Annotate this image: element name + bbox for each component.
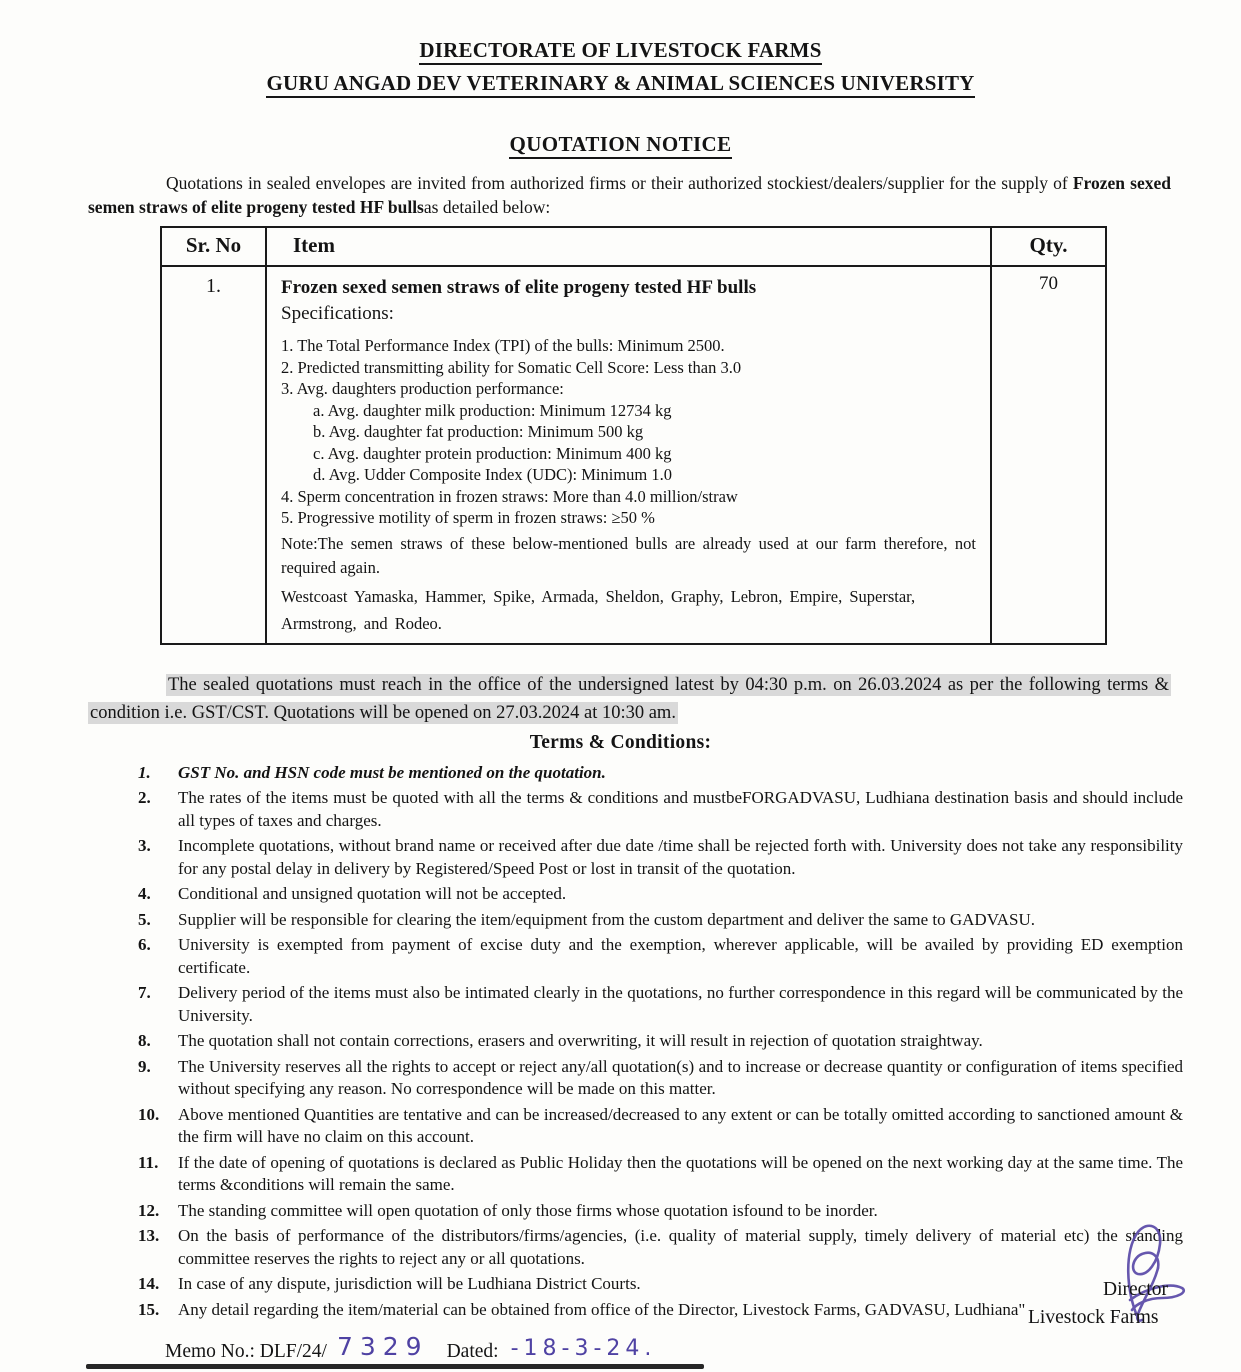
terms-item: The standing committee will open quotation of only those firms whose quotation isfound to be inorder. [178,1200,878,1220]
notice-title [0,132,1241,157]
item-title: Frozen sexed semen straws of elite progeny tested HF bulls [281,277,757,298]
terms-item: Supplier will be responsible for clearing the item/equipment from the custom department and deliver the same to GADVASU. [178,909,1036,929]
intro-paragraph [88,171,1171,219]
memo-date-label: Dated: [446,1341,499,1362]
memo-date-handwritten: -18-3-24. [510,1336,657,1361]
terms-item: If the date of opening of quotations is declared as Public Holiday then the quotations will be opened on the next working day at the same time. The terms &conditions will remain the same. [178,1152,1183,1194]
terms-item: GST No. and HSN code must be mentioned on the quotation. [178,762,606,782]
terms-item: In case of any dispute, jurisdiction will be Ludhiana District Courts. [178,1274,641,1293]
item-spec-list [281,335,980,637]
column-header-item: Item [266,227,991,266]
directorate-title-text: DIRECTORATE OF LIVESTOCK FARMS [419,38,821,65]
terms-heading: Terms & Conditions: [529,731,712,753]
spec-line: 2. Predicted transmitting ability for Somatic Cell Score: Less than 3.0 [281,357,742,377]
memo-number-handwritten: 7329 [336,1332,429,1361]
terms-item: Above mentioned Quantities are tentative and can be increased/decreased to any extent or can be totally omitted according to sanctioned amount & the firm will have no claim on this account. [178,1104,1183,1146]
memo-no-label: Memo No.: DLF/24/ [165,1341,327,1362]
spec-line: 4. Sperm concentration in frozen straws: More than 4.0 million/straw [281,486,738,506]
terms-list [178,762,1183,1322]
spec-line: 1. The Total Performance Index (TPI) of the bulls: Minimum 2500. [281,336,725,355]
cell-qty: 70 [991,266,1106,644]
intro-text-post: as detailed below: [423,197,551,217]
memo-line [165,1334,656,1363]
column-header-qty: Qty. [991,227,1106,266]
item-specifications-label: Specifications: [281,303,394,324]
directorate-title [0,34,1241,67]
table-row [161,266,1106,644]
spec-line: a. Avg. daughter milk production: Minimum 12734 kg [313,400,672,420]
university-title-text: GURU ANGAD DEV VETERINARY & ANIMAL SCIENCES UNIVERSITY [266,71,974,98]
scan-edge-artifact [86,1364,704,1369]
notice-title-text: QUOTATION NOTICE [509,132,731,159]
spec-line: c. Avg. daughter protein production: Minimum 400 kg [313,443,672,463]
signatory-org: Livestock Farms [1028,1307,1159,1328]
spec-line: 5. Progressive motility of sperm in frozen straws: ≥50 % [281,508,655,527]
terms-item: The rates of the items must be quoted with all the terms & conditions and mustbeFORGADVASU, Ludhiana destination basis and should include all types of taxes and charges. [178,788,1183,830]
terms-item: Conditional and unsigned quotation will not be accepted. [178,884,567,903]
cell-item [266,266,991,644]
terms-item: Delivery period of the items must also be intimated clearly in the quotations, no further correspondence in this regard will be communicated by the University. [178,983,1183,1025]
cell-sr-no: 1. [161,266,266,644]
university-title [0,67,1241,100]
column-header-sr-no: Sr. No [161,227,266,266]
table-header-row [161,227,1106,266]
spec-line: Westcoast Yamaska, Hammer, Spike, Armada, Sheldon, Graphy, Lebron, Empire, Superstar, Armstrong, and Rodeo. [281,586,916,633]
deadline-highlighted-text: The sealed quotations must reach in the office of the undersigned latest by 04:30 p.m. on 26.03.2024 as per the following terms & condition i.e. GST/CST. Quotations will be opened on 27.03.2024 at 10:30 am. [90,674,1169,723]
terms-item: The University reserves all the rights to accept or reject any/all quotation(s) and to increase or decrease quantity or configuration of items specified without specifying any reason. No correspondence will be made on this matter. [178,1056,1183,1098]
document-header [0,0,1241,100]
spec-line: Note:The semen straws of these below-mentioned bulls are already used at our farm therefore, not required again. [281,533,976,577]
terms-item: The quotation shall not contain corrections, erasers and overwriting, it will result in rejection of quotation straightway. [178,1031,983,1050]
intro-text-pre: Quotations in sealed envelopes are invited from authorized firms or their authorized stockiest/dealers/supplier for the supply of [166,173,1073,193]
terms-item: Any detail regarding the item/material can be obtained from office of the Director, Livestock Farms, GADVASU, Ludhiana" [178,1299,1026,1319]
spec-line: 3. Avg. daughters production performance: [281,379,564,398]
spec-line: d. Avg. Udder Composite Index (UDC): Minimum 1.0 [313,465,673,484]
terms-item: Incomplete quotations, without brand name or received after due date /time shall be rejected forth with. University does not take any responsibility for any postal delay in delivery by Registered/Speed Post or lost in transit of the quotation. [178,836,1183,878]
signatory-title: Director [1103,1279,1168,1300]
quotation-items-table [160,226,1107,645]
intro-text-bold: Frozen sexed semen straws of elite progeny tested HF bulls [88,173,1171,217]
deadline-paragraph [88,671,1171,727]
terms-item: University is exempted from payment of excise duty and the exemption, wherever applicable, will be availed by providing ED exemption certificate. [178,935,1183,977]
terms-item: On the basis of performance of the distributors/firms/agencies, (i.e. quality of material supply, timely delivery of material etc) the standing committee reserves the rights to reject any or all quotations. [178,1226,1183,1268]
spec-line: b. Avg. daughter fat production: Minimum 500 kg [313,422,644,441]
